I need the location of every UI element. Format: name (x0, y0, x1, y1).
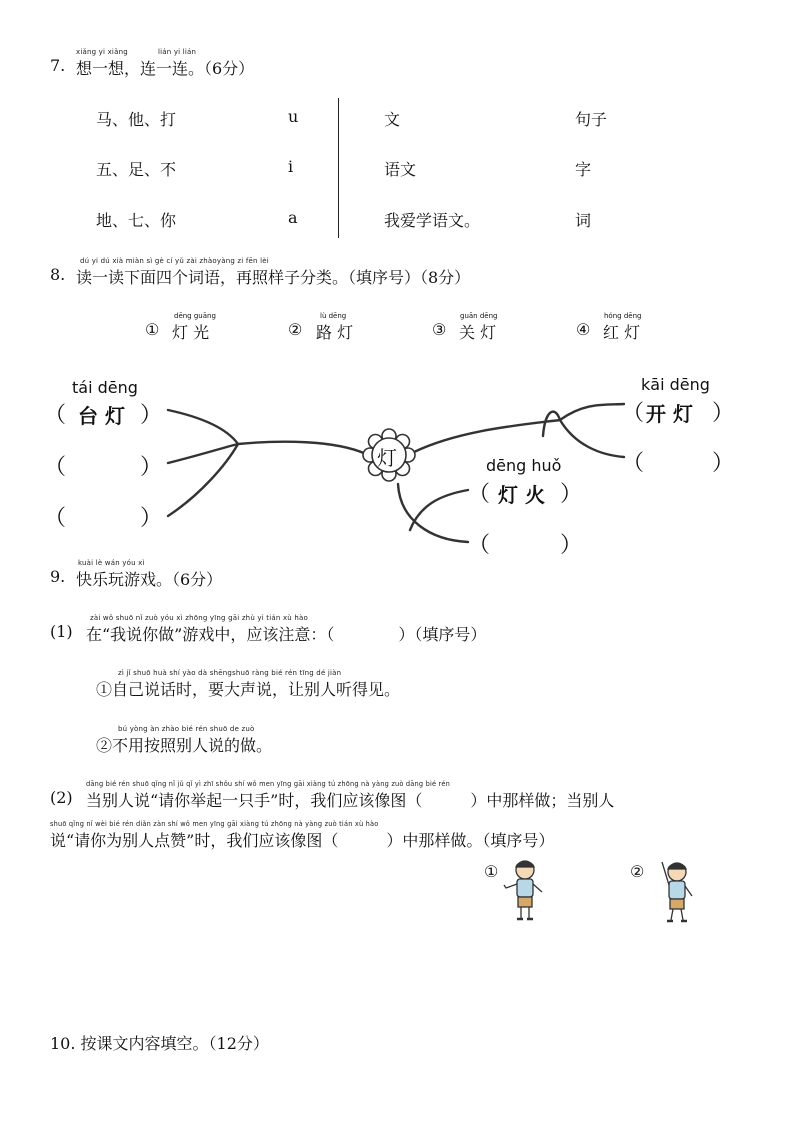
map-left-open-1: （ (44, 403, 67, 428)
q10-title: 10. 按课文内容填空。（12分） (50, 1034, 269, 1053)
q9-p2-line2: 说“请你为别人点赞”时，我们应该像图（ ）中那样做。（填序号） (50, 831, 555, 850)
map-taideng-pinyin: tái dēng (72, 378, 138, 397)
map-left-open-3[interactable]: （ (44, 506, 67, 531)
kid-thumbs-up-icon (500, 858, 550, 924)
q8-option-3-word: 关 灯 (459, 323, 497, 342)
q9-opt2: ②不用按照别人说的做。 (96, 736, 273, 755)
q7-left-item-2: 五、足、不 (96, 160, 177, 179)
q8-option-2-mark: ② (288, 320, 303, 339)
q8-option-2-pinyin: lù dēng (320, 312, 347, 320)
q7-type-1: 句子 (575, 110, 608, 129)
q9-opt1: ①自己说话时，要大声说，让别人听得见。 (96, 680, 401, 699)
q7-final-3: a (288, 208, 298, 227)
map-right-close-2: ） (712, 451, 735, 476)
map-kaideng: 开 灯 (646, 402, 693, 426)
map-left-close-3: ） (140, 506, 163, 531)
q9-number: 9. (50, 567, 66, 586)
q7-final-1: u (288, 107, 299, 126)
map-lower-open-2[interactable]: （ (468, 533, 491, 558)
q7-left-item-3: 地、七、你 (96, 211, 177, 230)
map-left-close-1: ） (140, 403, 163, 428)
q7-number: 7. (50, 56, 66, 75)
q9-p2-pinyin-a: dāng bié rén shuō qǐng nǐ jǔ qǐ yì zhī shǒu shí wǒ men yīng gāi xiàng tú zhōng nà yàng zuò dāng bié rén (86, 780, 450, 788)
q9-p1-label: (1) (50, 622, 73, 641)
q8-option-1-pinyin: dēng guāng (174, 312, 216, 320)
map-right-open-2[interactable]: （ (622, 451, 645, 476)
q9-p1-text: 在“我说你做”游戏中，应该注意：（ ）（填序号） (86, 625, 487, 644)
map-lower-close-1: ） (560, 482, 583, 507)
map-lower-open-1: （ (468, 482, 491, 507)
q8-option-3-mark: ③ (432, 320, 447, 339)
q8-pinyin: dú yi dú xià miàn sì gè cí yǔ zài zhàoyàng zi fēn lèi (80, 257, 269, 265)
q8-option-4-mark: ④ (576, 320, 591, 339)
q8-option-1-word: 灯 光 (172, 323, 210, 342)
q7-final-2: i (288, 157, 294, 176)
q7-pinyin-a: xiǎng yi xiǎng (76, 48, 128, 56)
map-denghuo-pinyin: dēng huǒ (486, 456, 562, 475)
q8-number: 8. (50, 265, 66, 284)
q9-p2-label: (2) (50, 788, 73, 807)
q7-right-item-1: 文 (384, 110, 401, 129)
q7-title: 想一想，连一连。（6分） (76, 59, 255, 78)
q9-pinyin: kuài lè wán yóu xì (78, 559, 145, 567)
q7-right-item-3: 我爱学语文。 (384, 211, 481, 230)
q9-p2-line1: 当别人说“请你举起一只手”时，我们应该像图（ ）中那样做；当别人 (86, 791, 615, 810)
q7-right-item-2: 语文 (384, 160, 417, 179)
map-left-close-2: ） (140, 455, 163, 480)
q9-title: 快乐玩游戏。（6分） (76, 570, 223, 589)
q9-p2-pinyin-b: shuō qǐng nǐ wèi bié rén diǎn zàn shí wǒ men yīng gāi xiàng tú zhōng nà yàng zuò tián xù hào (50, 820, 379, 828)
q8-option-1-mark: ① (145, 320, 160, 339)
q9-pic2-mark: ② (630, 862, 645, 881)
q9-opt1-pinyin: zì jǐ shuō huà shí yào dà shēngshuō ràng bié rén tīng dé jiàn (118, 669, 342, 677)
map-right-open-1: （ (622, 401, 645, 426)
q7-type-2: 字 (575, 160, 592, 179)
q8-option-4-word: 红 灯 (603, 323, 641, 342)
q7-pinyin-b: lián yi lián (158, 48, 197, 56)
map-right-close-1: ） (712, 401, 735, 426)
q8-option-2-word: 路 灯 (316, 323, 354, 342)
q8-option-4-pinyin: hóng dēng (604, 312, 642, 320)
q9-opt2-pinyin: bú yòng àn zhào bié rén shuō de zuò (118, 725, 255, 733)
q7-left-item-1: 马、他、打 (96, 110, 177, 129)
map-center-word: 灯 (377, 446, 397, 470)
q9-p1-pinyin: zài wǒ shuō nǐ zuò yóu xì zhōng yīng gāi zhù yì tián xù hào (90, 614, 308, 622)
map-kaideng-pinyin: kāi dēng (641, 375, 710, 394)
map-lower-close-2: ） (560, 533, 583, 558)
map-denghuo: 灯 火 (498, 483, 545, 507)
q9-pic1-mark: ① (484, 862, 499, 881)
q7-type-3: 词 (575, 211, 592, 230)
kid-raising-hand-icon (652, 856, 702, 926)
map-taideng: 台 灯 (78, 404, 125, 428)
map-left-open-2[interactable]: （ (44, 455, 67, 480)
q8-option-3-pinyin: guān dēng (460, 312, 498, 320)
q8-title: 读一读下面四个词语，再照样子分类。（填序号）（8分） (76, 268, 471, 287)
